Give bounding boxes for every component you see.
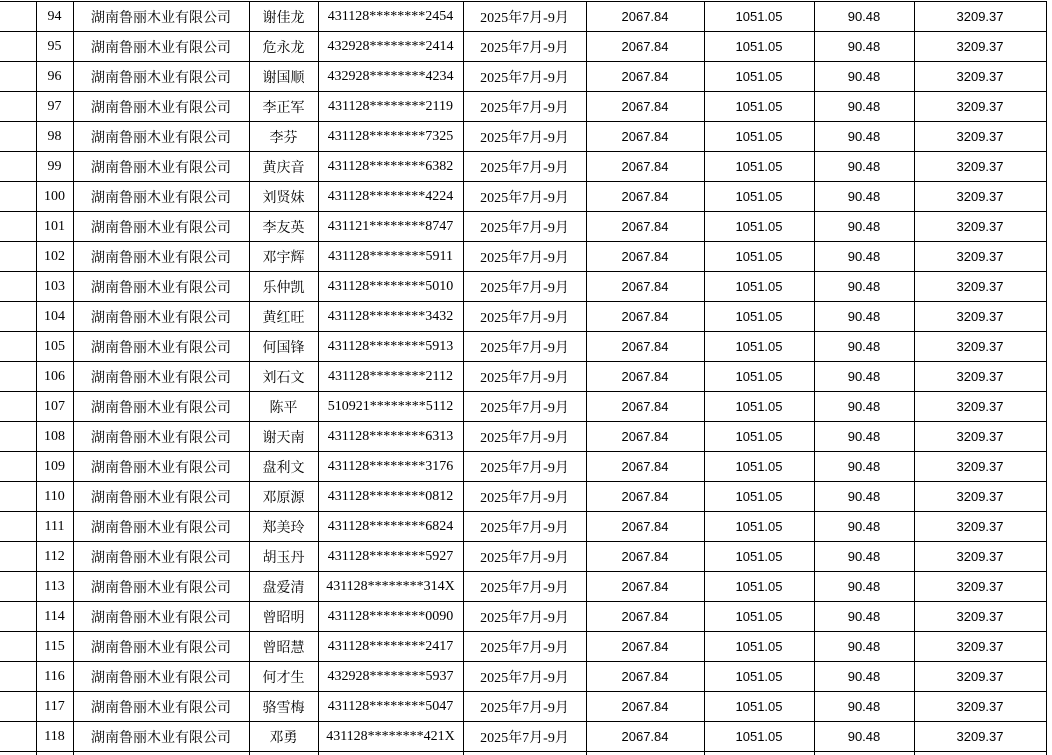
amount-2-cell: 1051.05	[704, 452, 814, 482]
amount-1-cell: 2067.84	[586, 212, 704, 242]
gutter-cell	[0, 32, 36, 62]
company-name-cell: 湖南鲁丽木业有限公司	[73, 572, 249, 602]
employee-name-cell: 郑美玲	[249, 512, 318, 542]
company-name-cell: 湖南鲁丽木业有限公司	[73, 62, 249, 92]
amount-1-cell: 2067.84	[586, 482, 704, 512]
period-cell: 2025年7月-9月	[463, 152, 586, 182]
gutter-cell	[0, 482, 36, 512]
id-number-cell: 431128********2112	[318, 362, 463, 392]
period-cell: 2025年7月-9月	[463, 692, 586, 722]
amount-1-cell: 2067.84	[586, 662, 704, 692]
employee-name-cell: 乐仲凯	[249, 272, 318, 302]
gutter-cell	[0, 392, 36, 422]
period-cell: 2025年7月-9月	[463, 212, 586, 242]
company-name-cell: 湖南鲁丽木业有限公司	[73, 182, 249, 212]
row-number-cell: 100	[36, 182, 73, 212]
table-row	[0, 302, 1046, 332]
employee-name-cell: 危永龙	[249, 32, 318, 62]
amount-2-cell: 1051.05	[704, 332, 814, 362]
amount-3-cell: 90.48	[814, 452, 914, 482]
gutter-cell	[0, 152, 36, 182]
company-name-cell: 湖南鲁丽木业有限公司	[73, 92, 249, 122]
company-name-cell: 湖南鲁丽木业有限公司	[73, 362, 249, 392]
row-number-cell: 116	[36, 662, 73, 692]
period-cell: 2025年7月-9月	[463, 62, 586, 92]
amount-2-cell: 1051.05	[704, 62, 814, 92]
row-number-cell: 118	[36, 722, 73, 752]
amount-2-cell: 1051.05	[704, 272, 814, 302]
row-number-cell: 101	[36, 212, 73, 242]
row-number-cell: 103	[36, 272, 73, 302]
company-name-cell: 湖南鲁丽木业有限公司	[73, 272, 249, 302]
gutter-cell	[0, 332, 36, 362]
table-row	[0, 632, 1046, 662]
amount-1-cell: 2067.84	[586, 632, 704, 662]
amount-3-cell: 90.48	[814, 272, 914, 302]
gutter-cell	[0, 422, 36, 452]
amount-3-cell: 90.48	[814, 302, 914, 332]
amount-3-cell: 90.48	[814, 212, 914, 242]
amount-3-cell: 90.48	[814, 632, 914, 662]
company-name-cell: 湖南鲁丽木业有限公司	[73, 332, 249, 362]
amount-1-cell: 2067.84	[586, 122, 704, 152]
amount-4-cell: 3209.37	[914, 692, 1046, 722]
amount-3-cell: 90.48	[814, 542, 914, 572]
amount-4-cell: 3209.37	[914, 332, 1046, 362]
gutter-cell	[0, 452, 36, 482]
amount-4-cell: 3209.37	[914, 482, 1046, 512]
id-number-cell: 431128********421X	[318, 722, 463, 752]
id-number-cell: 431128********6824	[318, 512, 463, 542]
employee-name-cell: 邓原源	[249, 482, 318, 512]
table-row	[0, 152, 1046, 182]
row-number-cell: 111	[36, 512, 73, 542]
table-row	[0, 692, 1046, 722]
amount-2-cell: 1051.05	[704, 572, 814, 602]
employee-name-cell: 邓勇	[249, 722, 318, 752]
id-number-cell: 431128********3176	[318, 452, 463, 482]
amount-1-cell: 2067.84	[586, 182, 704, 212]
gutter-cell	[0, 692, 36, 722]
amount-2-cell: 1051.05	[704, 242, 814, 272]
employee-name-cell: 李友英	[249, 212, 318, 242]
company-name-cell: 湖南鲁丽木业有限公司	[73, 302, 249, 332]
employee-name-cell: 盘利文	[249, 452, 318, 482]
id-number-cell: 432928********5937	[318, 662, 463, 692]
company-name-cell: 湖南鲁丽木业有限公司	[73, 662, 249, 692]
company-name-cell: 湖南鲁丽木业有限公司	[73, 602, 249, 632]
id-number-cell: 431128********5911	[318, 242, 463, 272]
gutter-cell	[0, 662, 36, 692]
amount-1-cell: 2067.84	[586, 272, 704, 302]
amount-1-cell: 2067.84	[586, 242, 704, 272]
period-cell: 2025年7月-9月	[463, 452, 586, 482]
table-row	[0, 32, 1046, 62]
employee-name-cell: 何才生	[249, 662, 318, 692]
table-row	[0, 272, 1046, 302]
amount-2-cell: 1051.05	[704, 212, 814, 242]
amount-1-cell: 2067.84	[586, 332, 704, 362]
period-cell: 2025年7月-9月	[463, 512, 586, 542]
amount-4-cell: 3209.37	[914, 2, 1046, 32]
amount-4-cell: 3209.37	[914, 632, 1046, 662]
employee-name-cell: 李芬	[249, 122, 318, 152]
table-row	[0, 452, 1046, 482]
company-name-cell: 湖南鲁丽木业有限公司	[73, 122, 249, 152]
row-number-cell: 112	[36, 542, 73, 572]
id-number-cell: 431128********5927	[318, 542, 463, 572]
company-name-cell: 湖南鲁丽木业有限公司	[73, 2, 249, 32]
period-cell: 2025年7月-9月	[463, 542, 586, 572]
gutter-cell	[0, 182, 36, 212]
row-number-cell: 104	[36, 302, 73, 332]
amount-2-cell: 1051.05	[704, 482, 814, 512]
table-row	[0, 542, 1046, 572]
amount-3-cell: 90.48	[814, 122, 914, 152]
company-name-cell: 湖南鲁丽木业有限公司	[73, 392, 249, 422]
id-number-cell: 431128********4224	[318, 182, 463, 212]
amount-2-cell: 1051.05	[704, 602, 814, 632]
amount-1-cell: 2067.84	[586, 422, 704, 452]
amount-2-cell: 1051.05	[704, 542, 814, 572]
company-name-cell: 湖南鲁丽木业有限公司	[73, 482, 249, 512]
period-cell: 2025年7月-9月	[463, 422, 586, 452]
amount-2-cell: 1051.05	[704, 392, 814, 422]
employee-name-cell: 黄红旺	[249, 302, 318, 332]
company-name-cell: 湖南鲁丽木业有限公司	[73, 452, 249, 482]
row-number-cell: 108	[36, 422, 73, 452]
amount-4-cell: 3209.37	[914, 272, 1046, 302]
period-cell: 2025年7月-9月	[463, 182, 586, 212]
id-number-cell: 432928********4234	[318, 62, 463, 92]
id-number-cell: 431128********2119	[318, 92, 463, 122]
amount-1-cell: 2067.84	[586, 692, 704, 722]
amount-4-cell: 3209.37	[914, 242, 1046, 272]
id-number-cell: 431128********6382	[318, 152, 463, 182]
amount-4-cell: 3209.37	[914, 122, 1046, 152]
amount-3-cell: 90.48	[814, 182, 914, 212]
amount-3-cell: 90.48	[814, 242, 914, 272]
amount-1-cell: 2067.84	[586, 572, 704, 602]
period-cell: 2025年7月-9月	[463, 362, 586, 392]
table-row	[0, 662, 1046, 692]
id-number-cell: 431128********0812	[318, 482, 463, 512]
employee-name-cell: 刘贤妹	[249, 182, 318, 212]
id-number-cell: 431128********2454	[318, 2, 463, 32]
amount-3-cell: 90.48	[814, 332, 914, 362]
gutter-cell	[0, 512, 36, 542]
amount-1-cell: 2067.84	[586, 62, 704, 92]
id-number-cell: 431128********2417	[318, 632, 463, 662]
amount-4-cell: 3209.37	[914, 152, 1046, 182]
table-row	[0, 602, 1046, 632]
gutter-cell	[0, 362, 36, 392]
employee-name-cell: 何国锋	[249, 332, 318, 362]
period-cell: 2025年7月-9月	[463, 2, 586, 32]
amount-4-cell: 3209.37	[914, 92, 1046, 122]
company-name-cell: 湖南鲁丽木业有限公司	[73, 152, 249, 182]
gutter-cell	[0, 722, 36, 752]
gutter-cell	[0, 122, 36, 152]
row-number-cell: 105	[36, 332, 73, 362]
gutter-cell	[0, 62, 36, 92]
amount-4-cell: 3209.37	[914, 572, 1046, 602]
row-number-cell: 98	[36, 122, 73, 152]
amount-4-cell: 3209.37	[914, 362, 1046, 392]
amount-2-cell: 1051.05	[704, 722, 814, 752]
amount-2-cell: 1051.05	[704, 122, 814, 152]
amount-2-cell: 1051.05	[704, 512, 814, 542]
id-number-cell: 431128********5010	[318, 272, 463, 302]
id-number-cell: 431128********5047	[318, 692, 463, 722]
employee-name-cell: 曾昭慧	[249, 632, 318, 662]
amount-3-cell: 90.48	[814, 422, 914, 452]
company-name-cell: 湖南鲁丽木业有限公司	[73, 632, 249, 662]
table-row	[0, 122, 1046, 152]
payroll-table	[0, 1, 1047, 755]
employee-name-cell: 邓宇辉	[249, 242, 318, 272]
table-row	[0, 182, 1046, 212]
period-cell: 2025年7月-9月	[463, 242, 586, 272]
id-number-cell: 431121********8747	[318, 212, 463, 242]
period-cell: 2025年7月-9月	[463, 482, 586, 512]
amount-3-cell: 90.48	[814, 32, 914, 62]
period-cell: 2025年7月-9月	[463, 92, 586, 122]
row-number-cell: 96	[36, 62, 73, 92]
amount-1-cell: 2067.84	[586, 602, 704, 632]
amount-2-cell: 1051.05	[704, 2, 814, 32]
period-cell: 2025年7月-9月	[463, 662, 586, 692]
company-name-cell: 湖南鲁丽木业有限公司	[73, 422, 249, 452]
gutter-cell	[0, 632, 36, 662]
gutter-cell	[0, 92, 36, 122]
table-row	[0, 92, 1046, 122]
amount-2-cell: 1051.05	[704, 422, 814, 452]
id-number-cell: 431128********7325	[318, 122, 463, 152]
amount-1-cell: 2067.84	[586, 2, 704, 32]
amount-2-cell: 1051.05	[704, 302, 814, 332]
amount-4-cell: 3209.37	[914, 452, 1046, 482]
table-row	[0, 722, 1046, 752]
amount-3-cell: 90.48	[814, 92, 914, 122]
amount-1-cell: 2067.84	[586, 362, 704, 392]
row-number-cell: 102	[36, 242, 73, 272]
amount-2-cell: 1051.05	[704, 32, 814, 62]
gutter-cell	[0, 2, 36, 32]
amount-4-cell: 3209.37	[914, 302, 1046, 332]
company-name-cell: 湖南鲁丽木业有限公司	[73, 212, 249, 242]
table-row	[0, 62, 1046, 92]
amount-4-cell: 3209.37	[914, 662, 1046, 692]
company-name-cell: 湖南鲁丽木业有限公司	[73, 692, 249, 722]
period-cell: 2025年7月-9月	[463, 392, 586, 422]
company-name-cell: 湖南鲁丽木业有限公司	[73, 32, 249, 62]
company-name-cell: 湖南鲁丽木业有限公司	[73, 512, 249, 542]
amount-1-cell: 2067.84	[586, 542, 704, 572]
clipped-next-row	[0, 752, 1046, 755]
amount-4-cell: 3209.37	[914, 422, 1046, 452]
table-row	[0, 572, 1046, 602]
amount-2-cell: 1051.05	[704, 692, 814, 722]
amount-2-cell: 1051.05	[704, 632, 814, 662]
amount-3-cell: 90.48	[814, 362, 914, 392]
amount-1-cell: 2067.84	[586, 392, 704, 422]
employee-name-cell: 盘爱清	[249, 572, 318, 602]
period-cell: 2025年7月-9月	[463, 572, 586, 602]
id-number-cell: 431128********5913	[318, 332, 463, 362]
amount-2-cell: 1051.05	[704, 92, 814, 122]
row-number-cell: 113	[36, 572, 73, 602]
table-row	[0, 212, 1046, 242]
amount-3-cell: 90.48	[814, 152, 914, 182]
amount-3-cell: 90.48	[814, 62, 914, 92]
employee-name-cell: 胡玉丹	[249, 542, 318, 572]
gutter-cell	[0, 572, 36, 602]
amount-3-cell: 90.48	[814, 512, 914, 542]
table-row	[0, 2, 1046, 32]
amount-3-cell: 90.48	[814, 662, 914, 692]
id-number-cell: 510921********5112	[318, 392, 463, 422]
amount-1-cell: 2067.84	[586, 152, 704, 182]
employee-name-cell: 黄庆音	[249, 152, 318, 182]
amount-1-cell: 2067.84	[586, 722, 704, 752]
row-number-cell: 107	[36, 392, 73, 422]
company-name-cell: 湖南鲁丽木业有限公司	[73, 542, 249, 572]
amount-4-cell: 3209.37	[914, 212, 1046, 242]
amount-3-cell: 90.48	[814, 602, 914, 632]
amount-4-cell: 3209.37	[914, 62, 1046, 92]
amount-4-cell: 3209.37	[914, 182, 1046, 212]
table-row	[0, 242, 1046, 272]
amount-2-cell: 1051.05	[704, 362, 814, 392]
row-number-cell: 114	[36, 602, 73, 632]
row-number-cell: 109	[36, 452, 73, 482]
employee-name-cell: 谢国顺	[249, 62, 318, 92]
employee-name-cell: 曾昭明	[249, 602, 318, 632]
company-name-cell: 湖南鲁丽木业有限公司	[73, 722, 249, 752]
amount-2-cell: 1051.05	[704, 182, 814, 212]
amount-3-cell: 90.48	[814, 2, 914, 32]
payroll-table-body	[0, 2, 1046, 755]
gutter-cell	[0, 602, 36, 632]
row-number-cell: 106	[36, 362, 73, 392]
period-cell: 2025年7月-9月	[463, 332, 586, 362]
amount-1-cell: 2067.84	[586, 92, 704, 122]
row-number-cell: 99	[36, 152, 73, 182]
employee-name-cell: 李正军	[249, 92, 318, 122]
employee-name-cell: 陈平	[249, 392, 318, 422]
gutter-cell	[0, 302, 36, 332]
amount-1-cell: 2067.84	[586, 302, 704, 332]
table-row	[0, 422, 1046, 452]
company-name-cell: 湖南鲁丽木业有限公司	[73, 242, 249, 272]
row-number-cell: 95	[36, 32, 73, 62]
table-row	[0, 482, 1046, 512]
amount-3-cell: 90.48	[814, 482, 914, 512]
id-number-cell: 432928********2414	[318, 32, 463, 62]
table-row	[0, 512, 1046, 542]
employee-name-cell: 谢佳龙	[249, 2, 318, 32]
amount-2-cell: 1051.05	[704, 662, 814, 692]
row-number-cell: 110	[36, 482, 73, 512]
id-number-cell: 431128********3432	[318, 302, 463, 332]
gutter-cell	[0, 242, 36, 272]
employee-name-cell: 刘石文	[249, 362, 318, 392]
amount-4-cell: 3209.37	[914, 512, 1046, 542]
period-cell: 2025年7月-9月	[463, 122, 586, 152]
table-row	[0, 362, 1046, 392]
id-number-cell: 431128********6313	[318, 422, 463, 452]
row-number-cell: 115	[36, 632, 73, 662]
amount-2-cell: 1051.05	[704, 152, 814, 182]
period-cell: 2025年7月-9月	[463, 302, 586, 332]
period-cell: 2025年7月-9月	[463, 722, 586, 752]
amount-3-cell: 90.48	[814, 392, 914, 422]
amount-1-cell: 2067.84	[586, 512, 704, 542]
amount-4-cell: 3209.37	[914, 392, 1046, 422]
gutter-cell	[0, 542, 36, 572]
amount-1-cell: 2067.84	[586, 32, 704, 62]
amount-4-cell: 3209.37	[914, 32, 1046, 62]
amount-4-cell: 3209.37	[914, 542, 1046, 572]
amount-3-cell: 90.48	[814, 572, 914, 602]
id-number-cell: 431128********0090	[318, 602, 463, 632]
employee-name-cell: 谢天南	[249, 422, 318, 452]
amount-4-cell: 3209.37	[914, 722, 1046, 752]
row-number-cell: 97	[36, 92, 73, 122]
table-row	[0, 392, 1046, 422]
gutter-cell	[0, 272, 36, 302]
period-cell: 2025年7月-9月	[463, 272, 586, 302]
period-cell: 2025年7月-9月	[463, 602, 586, 632]
row-number-cell: 117	[36, 692, 73, 722]
row-number-cell: 94	[36, 2, 73, 32]
amount-3-cell: 90.48	[814, 692, 914, 722]
id-number-cell: 431128********314X	[318, 572, 463, 602]
period-cell: 2025年7月-9月	[463, 632, 586, 662]
amount-4-cell: 3209.37	[914, 602, 1046, 632]
amount-1-cell: 2067.84	[586, 452, 704, 482]
gutter-cell	[0, 212, 36, 242]
table-row	[0, 332, 1046, 362]
employee-name-cell: 骆雪梅	[249, 692, 318, 722]
period-cell: 2025年7月-9月	[463, 32, 586, 62]
amount-3-cell: 90.48	[814, 722, 914, 752]
